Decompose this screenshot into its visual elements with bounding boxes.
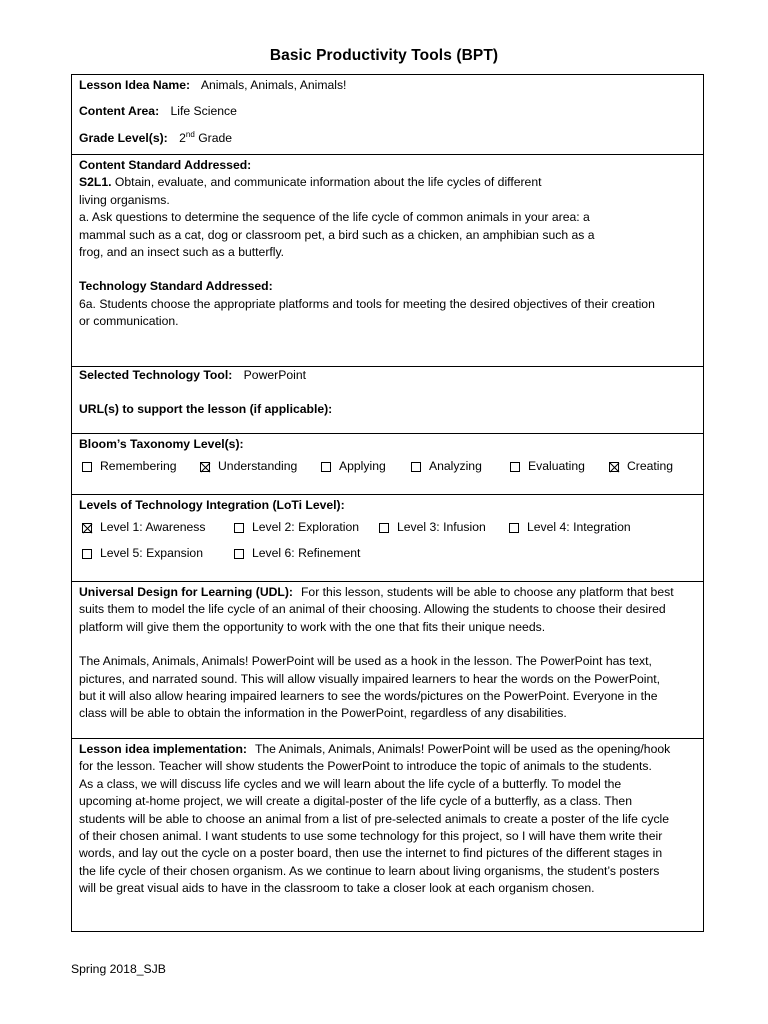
checked-box-icon[interactable] <box>200 462 210 472</box>
unchecked-box-icon[interactable] <box>234 549 244 559</box>
loti-label: Levels of Technology Integration (LoTi Level): <box>79 498 345 512</box>
loti-option[interactable] <box>379 519 486 536</box>
blooms-option[interactable] <box>510 458 585 475</box>
blooms-option[interactable] <box>321 458 386 475</box>
loti-option-label: Level 5: Expansion <box>100 546 203 561</box>
blooms-section <box>72 433 703 494</box>
udl-text-line: platform will give them the opportunity to work with the one that fits their unique needs. <box>79 619 546 634</box>
lesson-name-value: Animals, Animals, Animals! <box>200 78 347 92</box>
grade-level-value: 2nd Grade <box>179 129 233 145</box>
blooms-option-label: Creating <box>627 459 674 474</box>
implementation-text-line: will be great visual aids to have in the classroom to take a closer look at each organism chosen. <box>79 881 595 896</box>
technology-standard-line: 6a. Students choose the appropriate platforms and tools for meeting the desired objectives of their creation <box>79 296 655 311</box>
content-standard-line: a. Ask questions to determine the sequence of the life cycle of common animals in your area: a <box>79 210 590 225</box>
blooms-option-label: Understanding <box>218 459 298 474</box>
implementation-text-line: As a class, we will discuss life cycles and we will learn about the life cycle of a butterfly. To model the <box>79 776 622 791</box>
unchecked-box-icon[interactable] <box>509 523 519 533</box>
technology-tool-section <box>72 366 703 433</box>
footer-text: Spring 2018_SJB <box>71 962 166 976</box>
blooms-option[interactable] <box>82 458 177 475</box>
blooms-option-label: Evaluating <box>528 459 585 474</box>
content-standard-line: living organisms. <box>79 192 170 207</box>
loti-option[interactable] <box>234 545 360 562</box>
unchecked-box-icon[interactable] <box>234 523 244 533</box>
udl-section <box>72 581 703 738</box>
checked-box-icon[interactable] <box>609 462 619 472</box>
unchecked-box-icon[interactable] <box>379 523 389 533</box>
implementation-text-line: upcoming at-home project, we will create a digital-poster of the life cycle of a butterfly, as a class. Then <box>79 794 632 809</box>
loti-option[interactable] <box>234 519 359 536</box>
selected-tool-value: PowerPoint <box>243 368 306 382</box>
loti-option-label: Level 1: Awareness <box>100 520 206 535</box>
unchecked-box-icon[interactable] <box>510 462 520 472</box>
blooms-option-label: Remembering <box>100 459 177 474</box>
document-title: Basic Productivity Tools (BPT) <box>269 47 499 64</box>
url-label: URL(s) to support the lesson (if applicable): <box>79 402 333 417</box>
implementation-text-line: words, and lay out the cycle on a poster board, then use the internet to find pictures of the different stages in <box>79 846 663 861</box>
technology-standard-line: or communication. <box>79 314 179 329</box>
implementation-text-line: the life cycle of their chosen organism. As we continue to learn about living organisms, the student’s posters <box>79 863 660 878</box>
blooms-option[interactable] <box>609 458 673 475</box>
content-standard-line: frog, and an insect such as a butterfly. <box>79 245 285 260</box>
udl-text-line: pictures, and narrated sound. This will allow visually impaired learners to hear the words on the PowerPoint, <box>79 671 661 686</box>
selected-tool-label: Selected Technology Tool: <box>79 368 233 382</box>
loti-option-label: Level 3: Infusion <box>397 520 486 535</box>
lesson-info-section <box>72 75 703 154</box>
udl-text-line: but it will also allow hearing impaired learners to see the words/pictures on the PowerPoint. Everyone in the <box>79 689 658 704</box>
udl-text-line: For this lesson, students will be able to choose any platform that best <box>300 585 674 599</box>
loti-option-label: Level 4: Integration <box>527 520 631 535</box>
loti-section <box>72 494 703 581</box>
content-standard-line-1: S2L1. Obtain, evaluate, and communicate information about the life cycles of different <box>79 175 542 190</box>
unchecked-box-icon[interactable] <box>321 462 331 472</box>
implementation-section <box>72 738 703 931</box>
loti-options-row-2 <box>79 540 696 566</box>
content-standard-line: mammal such as a cat, dog or classroom pet, a bird such as a chicken, an amphibian such as a <box>79 227 595 242</box>
content-area-label: Content Area: <box>79 104 160 119</box>
udl-text-line: The Animals, Animals, Animals! PowerPoint will be used as a hook in the lesson. The PowerPoint has text, <box>79 654 652 669</box>
checked-box-icon[interactable] <box>82 523 92 533</box>
lesson-name-label: Lesson Idea Name: <box>79 78 191 92</box>
implementation-label: Lesson idea implementation: <box>79 742 247 756</box>
loti-option-label: Level 2: Exploration <box>252 520 360 535</box>
implementation-text-line: The Animals, Animals, Animals! PowerPoint will be used as the opening/hook <box>254 742 671 756</box>
grade-level-label: Grade Level(s): <box>79 130 168 145</box>
lesson-plan-table <box>71 74 704 932</box>
blooms-option-label: Analyzing <box>429 459 482 474</box>
blooms-label: Bloom’s Taxonomy Level(s): <box>79 437 244 451</box>
content-standard-label: Content Standard Addressed: <box>79 158 252 172</box>
loti-option[interactable] <box>82 545 203 562</box>
unchecked-box-icon[interactable] <box>82 549 92 559</box>
udl-text-line: class will be able to obtain the information in the PowerPoint, regardless of any disabilities. <box>79 706 567 721</box>
standards-section <box>72 154 703 366</box>
implementation-text-line: for the lesson. Teacher will show students the PowerPoint to introduce the topic of animals to the students. <box>79 759 652 774</box>
udl-text-line: suits them to model the life cycle of an animal of their choosing. Allowing the students to choose their desired <box>79 602 666 617</box>
unchecked-box-icon[interactable] <box>82 462 92 472</box>
loti-option[interactable] <box>82 519 205 536</box>
implementation-text-line: of their chosen animal. I want students to use some technology for this project, so I will have them write their <box>79 829 663 844</box>
blooms-option[interactable] <box>411 458 482 475</box>
blooms-option-label: Applying <box>339 459 386 474</box>
content-area-value: Life Science <box>170 104 237 119</box>
blooms-option[interactable] <box>200 458 297 475</box>
implementation-text-line: students will be able to choose an animal from a list of pre-selected animals to create a poster of the life cycle <box>79 811 670 826</box>
loti-option[interactable] <box>509 519 631 536</box>
technology-standard-label: Technology Standard Addressed: <box>79 279 273 294</box>
blooms-options <box>79 453 696 479</box>
loti-option-label: Level 6: Refinement <box>252 546 361 561</box>
unchecked-box-icon[interactable] <box>411 462 421 472</box>
loti-options-row-1 <box>79 514 696 540</box>
udl-label: Universal Design for Learning (UDL): <box>79 585 293 599</box>
